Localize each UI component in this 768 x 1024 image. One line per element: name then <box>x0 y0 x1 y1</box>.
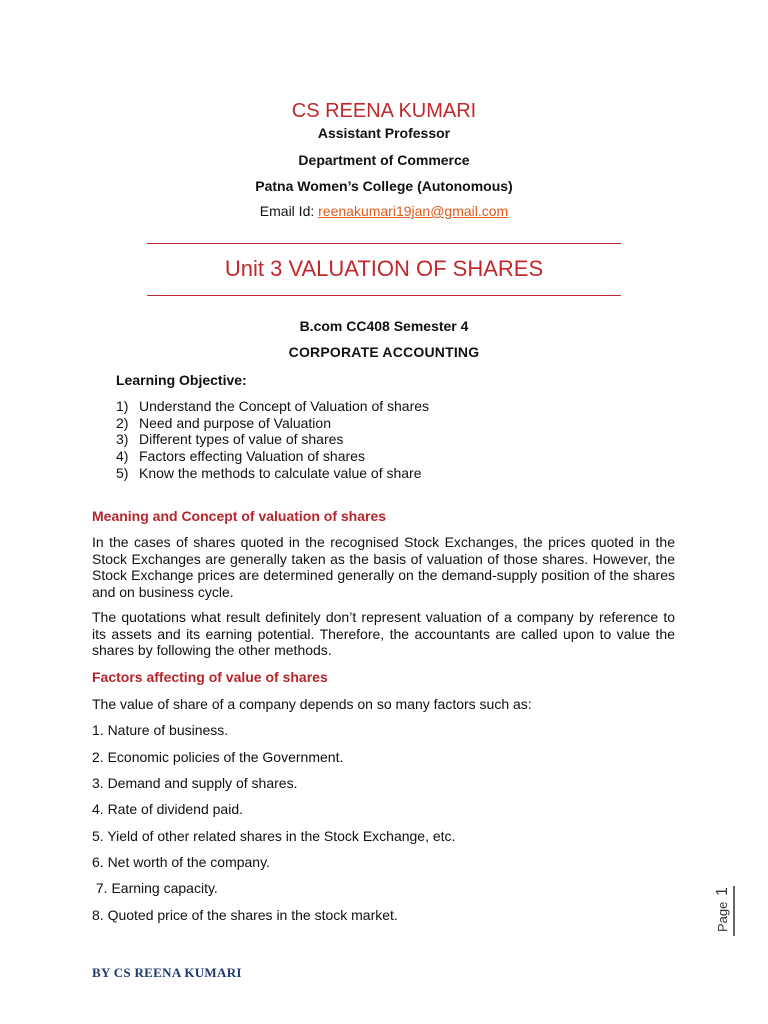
list-item: 1. Nature of business. <box>92 722 229 738</box>
college-name: Patna Women’s College (Autonomous) <box>255 178 513 194</box>
section-heading-meaning: Meaning and Concept of valuation of shares <box>92 508 387 524</box>
author-role: Assistant Professor <box>317 125 451 141</box>
paragraph: The quotations what result definitely don’t represent valuation of a company by reference to its assets and its earning potential. Therefore, the accountants are called upon to value the shares by following the other methods. <box>92 609 675 658</box>
list-item: 1) Understand the Concept of Valuation of shares <box>116 398 430 414</box>
list-item: 5) Know the methods to calculate value of share <box>116 464 422 481</box>
department: Department of Commerce <box>298 152 470 168</box>
email-link[interactable]: reenakumari19jan@gmail.com <box>318 203 509 219</box>
page-number-marker <box>712 886 742 936</box>
list-item: 2) Need and purpose of Valuation <box>116 414 331 431</box>
page-title: Unit 3 VALUATION OF SHARES <box>224 256 544 281</box>
list-item: 3) Different types of value of shares <box>116 431 344 448</box>
subject-title: CORPORATE ACCOUNTING <box>288 344 480 360</box>
list-item: 7. Earning capacity. <box>92 880 218 896</box>
section-heading-factors: Factors affecting of value of shares <box>92 669 328 685</box>
title-rule-bottom <box>147 295 621 296</box>
course-code: B.com CC408 Semester 4 <box>299 318 469 334</box>
page-label: Page <box>715 901 730 932</box>
email-label: Email Id: <box>259 203 315 219</box>
title-rule-top <box>147 243 621 244</box>
list-item: 5. Yield of other related shares in the Stock Exchange, etc. <box>92 828 456 844</box>
page-number: 1 <box>714 887 731 896</box>
list-item: 4. Rate of dividend paid. <box>92 801 243 817</box>
list-item: 6. Net worth of the company. <box>92 854 270 870</box>
list-item: 8. Quoted price of the shares in the stock market. <box>92 907 398 923</box>
learning-objective-heading: Learning Objective: <box>116 372 247 388</box>
paragraph: In the cases of shares quoted in the recognised Stock Exchanges, the prices quoted in the Stock Exchanges are generally taken as the basis of valuation of those shares. However, the Stock Exchange prices are determined generally on the demand-supply position of the shares and on business cycle. <box>92 534 675 600</box>
learning-objective-list <box>116 398 429 482</box>
factors-intro: The value of share of a company depends on so many factors such as: <box>92 696 532 712</box>
footer-author: BY CS REENA KUMARI <box>92 965 242 980</box>
email-line <box>0 203 768 219</box>
author-name: CS REENA KUMARI <box>291 100 477 122</box>
list-item: 2. Economic policies of the Government. <box>92 749 344 765</box>
list-item: 4) Factors effecting Valuation of shares <box>116 448 365 465</box>
list-item: 3. Demand and supply of shares. <box>92 775 298 791</box>
